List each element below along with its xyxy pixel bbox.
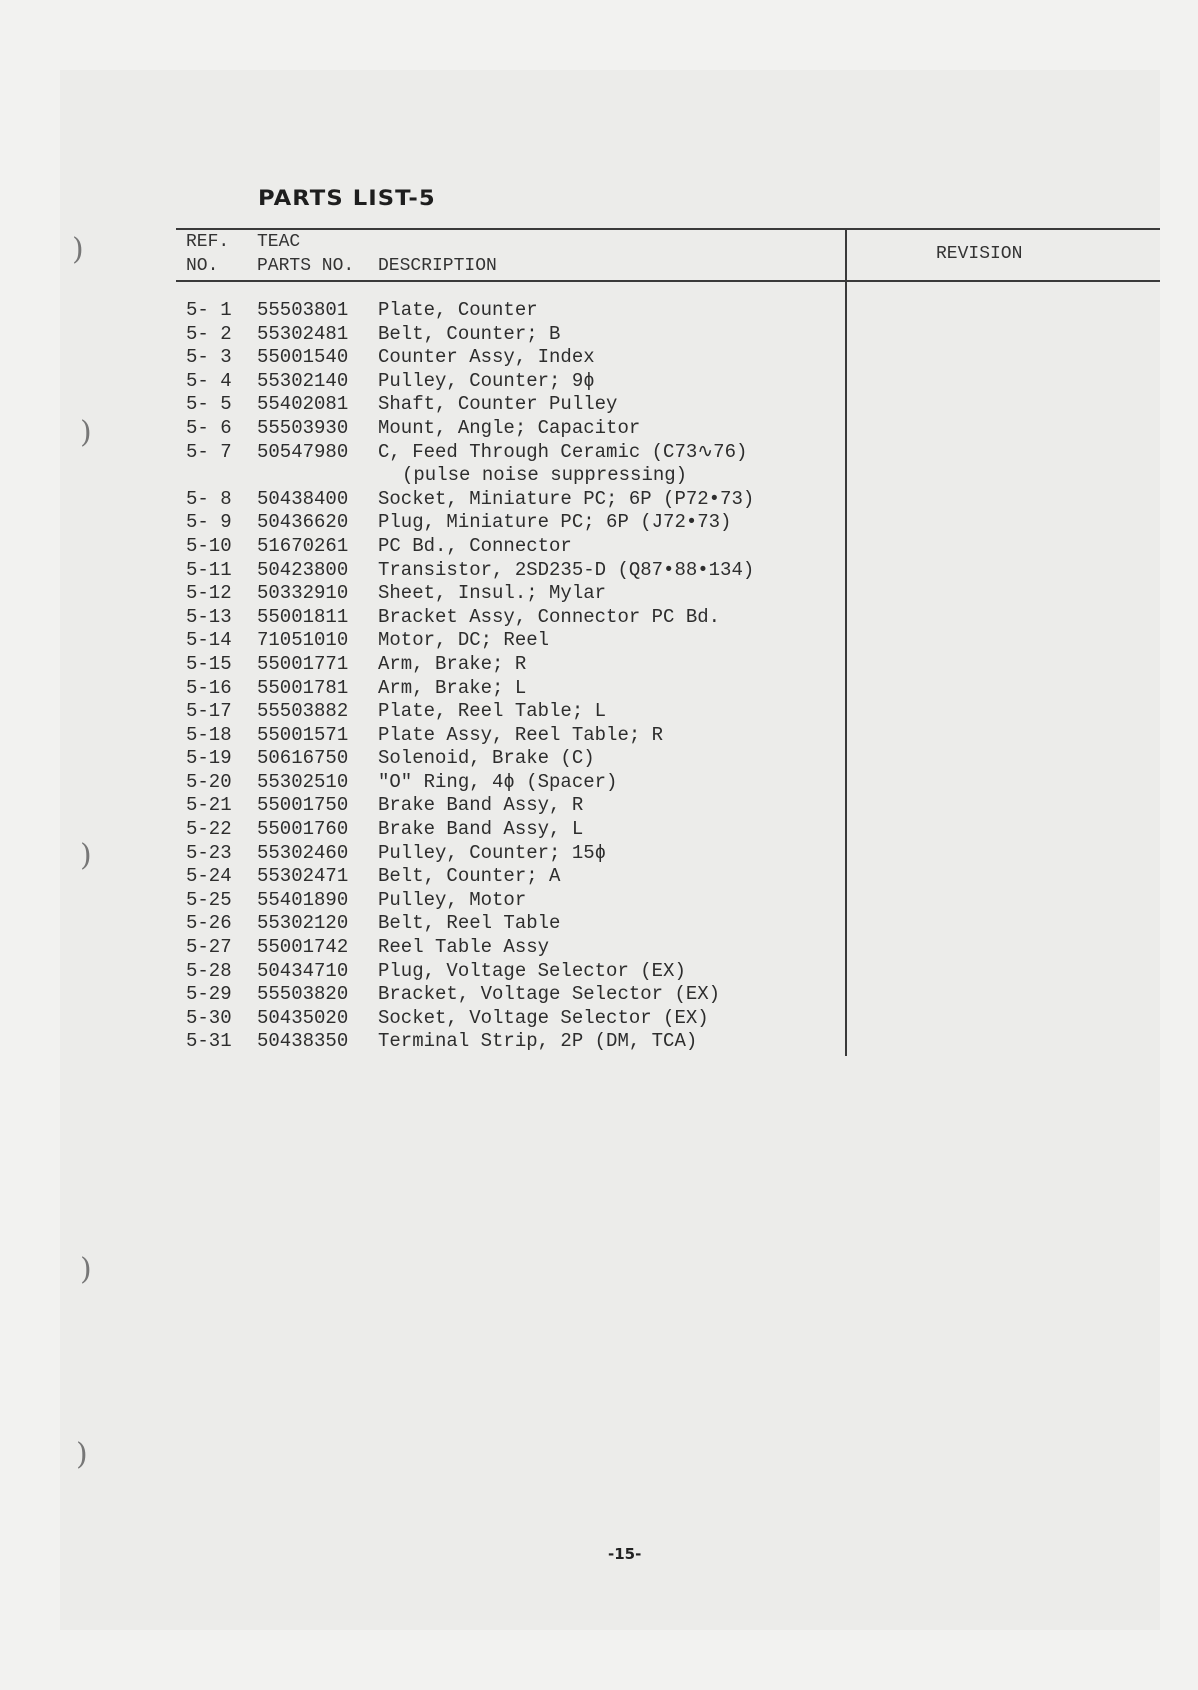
row-ref-no: 5-15 (186, 652, 232, 675)
row-description: Arm, Brake; R (378, 652, 527, 675)
row-ref-no: 5- 9 (186, 511, 232, 534)
row-description: Transistor, 2SD235-D (Q87•88•134) (378, 558, 755, 581)
binder-hole-mark: ) (72, 232, 84, 267)
row-ref-no: 5- 5 (186, 393, 232, 416)
row-description: Sheet, Insul.; Mylar (378, 582, 607, 605)
parts-table-body (186, 299, 836, 1054)
table-row (186, 700, 836, 724)
table-row (186, 464, 836, 488)
row-ref-no: 5-14 (186, 629, 232, 652)
table-row (186, 559, 836, 583)
table-row (186, 983, 836, 1007)
row-part-no: 50436620 (257, 511, 349, 534)
table-row (186, 606, 836, 630)
header-revision: REVISION (936, 244, 1023, 264)
row-ref-no: 5-24 (186, 865, 232, 888)
header-parts-no: PARTS NO. (257, 256, 355, 276)
row-ref-no: 5-28 (186, 959, 232, 982)
row-ref-no: 5-23 (186, 841, 232, 864)
table-row (186, 441, 836, 465)
row-ref-no: 5-25 (186, 888, 232, 911)
row-part-no: 55001540 (257, 346, 349, 369)
row-part-no: 50616750 (257, 747, 349, 770)
row-description: Reel Table Assy (378, 936, 550, 959)
row-part-no: 55302140 (257, 369, 349, 392)
binder-hole-mark: ) (80, 415, 92, 450)
row-description: Arm, Brake; L (378, 676, 527, 699)
table-row (186, 818, 836, 842)
table-row (186, 393, 836, 417)
row-ref-no: 5-21 (186, 794, 232, 817)
row-part-no: 55402081 (257, 393, 349, 416)
header-description: DESCRIPTION (378, 256, 497, 276)
row-description: Plate, Counter (378, 299, 538, 321)
row-part-no: 55302510 (257, 770, 349, 793)
row-part-no: 55503882 (257, 700, 349, 723)
row-ref-no: 5- 6 (186, 416, 232, 439)
row-description: Brake Band Assy, L (378, 818, 584, 841)
row-ref-no: 5-19 (186, 747, 232, 770)
row-description: Pulley, Motor (378, 888, 527, 911)
row-ref-no: 5-17 (186, 700, 232, 723)
row-ref-no: 5-26 (186, 912, 232, 935)
table-row (186, 370, 836, 394)
header-ref: REF. (186, 232, 230, 252)
row-ref-no: 5-30 (186, 1006, 232, 1029)
table-row (186, 1007, 836, 1031)
row-description: Belt, Reel Table (378, 912, 561, 935)
row-description: Plate, Reel Table; L (378, 700, 607, 723)
table-row (186, 417, 836, 441)
page-number: -15- (608, 1545, 642, 1563)
row-description: Bracket, Voltage Selector (EX) (378, 983, 721, 1006)
row-ref-no: 5-29 (186, 983, 232, 1006)
row-description: Motor, DC; Reel (378, 629, 550, 652)
row-description: C, Feed Through Ceramic (C73∿76) (378, 440, 748, 463)
row-part-no: 55302481 (257, 322, 349, 345)
table-row (186, 936, 836, 960)
row-part-no: 55001811 (257, 605, 349, 628)
row-description: Terminal Strip, 2P (DM, TCA) (378, 1030, 698, 1053)
table-row (186, 960, 836, 984)
row-part-no: 55001750 (257, 794, 349, 817)
table-row (186, 535, 836, 559)
row-part-no: 50435020 (257, 1006, 349, 1029)
row-ref-no: 5- 1 (186, 299, 232, 321)
header-teac: TEAC (257, 232, 301, 252)
row-ref-no: 5-27 (186, 936, 232, 959)
row-part-no: 55302120 (257, 912, 349, 935)
table-row (186, 912, 836, 936)
row-ref-no: 5-10 (186, 534, 232, 557)
page-title: PARTS LIST-5 (258, 186, 436, 210)
table-row (186, 889, 836, 913)
row-part-no: 50434710 (257, 959, 349, 982)
table-row (186, 511, 836, 535)
table-row (186, 346, 836, 370)
row-part-no: 50332910 (257, 582, 349, 605)
table-row (186, 794, 836, 818)
table-row (186, 1030, 836, 1054)
row-ref-no: 5-31 (186, 1030, 232, 1053)
row-ref-no: 5-11 (186, 558, 232, 581)
row-part-no: 55001781 (257, 676, 349, 699)
table-row (186, 842, 836, 866)
header-no: NO. (186, 256, 219, 276)
revision-column-divider (845, 228, 847, 1056)
row-description: Belt, Counter; A (378, 865, 561, 888)
row-part-no: 55001742 (257, 936, 349, 959)
row-part-no: 55503801 (257, 299, 349, 321)
row-part-no: 50423800 (257, 558, 349, 581)
row-description: Socket, Miniature PC; 6P (P72•73) (378, 487, 755, 510)
table-header-rule (176, 280, 1160, 282)
row-part-no: 55401890 (257, 888, 349, 911)
row-part-no: 55001771 (257, 652, 349, 675)
row-ref-no: 5- 2 (186, 322, 232, 345)
table-row (186, 747, 836, 771)
table-row (186, 865, 836, 889)
row-description: Pulley, Counter; 15ϕ (378, 841, 607, 864)
row-ref-no: 5-18 (186, 723, 232, 746)
table-top-rule (176, 228, 1160, 230)
row-description: Belt, Counter; B (378, 322, 561, 345)
row-ref-no: 5-16 (186, 676, 232, 699)
table-row (186, 582, 836, 606)
row-description: Plug, Voltage Selector (EX) (378, 959, 686, 982)
table-row (186, 677, 836, 701)
row-part-no: 51670261 (257, 534, 349, 557)
row-description: Mount, Angle; Capacitor (378, 416, 641, 439)
table-row (186, 629, 836, 653)
row-part-no: 55302471 (257, 865, 349, 888)
row-description: Shaft, Counter Pulley (378, 393, 618, 416)
row-ref-no: 5- 4 (186, 369, 232, 392)
row-ref-no: 5- 8 (186, 487, 232, 510)
row-ref-no: 5- 7 (186, 440, 232, 463)
row-description: Counter Assy, Index (378, 346, 595, 369)
row-description: Solenoid, Brake (C) (378, 747, 595, 770)
row-description: Plug, Miniature PC; 6P (J72•73) (378, 511, 732, 534)
row-part-no: 50547980 (257, 440, 349, 463)
row-ref-no: 5- 3 (186, 346, 232, 369)
row-description: Plate Assy, Reel Table; R (378, 723, 664, 746)
row-description: Socket, Voltage Selector (EX) (378, 1006, 709, 1029)
row-description: Pulley, Counter; 9ϕ (378, 369, 595, 392)
row-part-no: 55001760 (257, 818, 349, 841)
table-row (186, 323, 836, 347)
table-row (186, 771, 836, 795)
row-description: Bracket Assy, Connector PC Bd. (378, 605, 721, 628)
table-row (186, 724, 836, 748)
row-part-no: 55503820 (257, 983, 349, 1006)
binder-hole-mark: ) (76, 1437, 88, 1472)
row-part-no: 50438400 (257, 487, 349, 510)
row-part-no: 55001571 (257, 723, 349, 746)
row-ref-no: 5-13 (186, 605, 232, 628)
table-row (186, 488, 836, 512)
row-description: "O" Ring, 4ϕ (Spacer) (378, 770, 618, 793)
row-description: Brake Band Assy, R (378, 794, 584, 817)
row-ref-no: 5-12 (186, 582, 232, 605)
table-row (186, 653, 836, 677)
row-part-no: 50438350 (257, 1030, 349, 1053)
row-part-no: 55302460 (257, 841, 349, 864)
row-part-no: 55503930 (257, 416, 349, 439)
binder-hole-mark: ) (80, 1252, 92, 1287)
table-row (186, 299, 836, 323)
row-description: (pulse noise suppressing) (402, 464, 688, 487)
binder-hole-mark: ) (80, 838, 92, 873)
row-ref-no: 5-22 (186, 818, 232, 841)
row-part-no: 71051010 (257, 629, 349, 652)
row-ref-no: 5-20 (186, 770, 232, 793)
row-description: PC Bd., Connector (378, 534, 572, 557)
